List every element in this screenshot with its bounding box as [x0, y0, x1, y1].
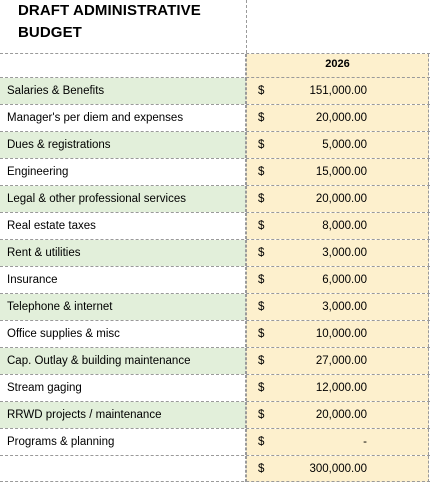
table-row	[0, 320, 430, 347]
table-row	[0, 239, 430, 266]
row-amount: 15,000.00	[315, 166, 367, 178]
currency-symbol: $	[258, 112, 265, 124]
table-row	[0, 401, 430, 428]
row-amount: 20,000.00	[315, 409, 367, 421]
row-label[interactable]: Dues & registrations	[0, 132, 246, 158]
row-label[interactable]: Legal & other professional services	[0, 186, 246, 212]
row-label[interactable]: Stream gaging	[0, 375, 246, 401]
table-row	[0, 77, 430, 104]
table-row	[0, 104, 430, 131]
currency-symbol: $	[258, 436, 265, 448]
table-row	[0, 131, 430, 158]
table-bottom-border	[0, 481, 430, 482]
year-header: 2026	[325, 58, 350, 70]
currency-symbol: $	[258, 193, 265, 205]
row-label[interactable]: RRWD projects / maintenance	[0, 402, 246, 428]
header-row	[0, 53, 430, 80]
row-amount: 3,000.00	[322, 247, 367, 259]
currency-symbol: $	[258, 247, 265, 259]
row-label[interactable]: Rent & utilities	[0, 240, 246, 266]
row-amount: 8,000.00	[322, 220, 367, 232]
title-line-2: BUDGET	[18, 24, 82, 41]
total-row	[0, 455, 430, 482]
title-divider	[246, 0, 247, 53]
table-row	[0, 428, 430, 455]
row-amount: 3,000.00	[322, 301, 367, 313]
currency-symbol: $	[258, 409, 265, 421]
table-row	[0, 212, 430, 239]
total-currency-symbol: $	[258, 463, 265, 475]
currency-symbol: $	[258, 301, 265, 313]
table-row	[0, 293, 430, 320]
row-amount: 27,000.00	[315, 355, 367, 367]
row-label[interactable]: Engineering	[0, 159, 246, 185]
table-row	[0, 374, 430, 401]
table-row	[0, 185, 430, 212]
budget-title	[18, 0, 228, 44]
row-label[interactable]: Insurance	[0, 267, 246, 293]
currency-symbol: $	[258, 139, 265, 151]
row-amount: 10,000.00	[315, 328, 367, 340]
title-line-1: DRAFT ADMINISTRATIVE	[18, 2, 201, 19]
row-label[interactable]: Real estate taxes	[0, 213, 246, 239]
row-label[interactable]: Telephone & internet	[0, 294, 246, 320]
table-row	[0, 347, 430, 374]
table-row	[0, 158, 430, 185]
row-amount: 20,000.00	[315, 193, 367, 205]
currency-symbol: $	[258, 85, 265, 97]
row-amount: 151,000.00	[309, 85, 367, 97]
currency-symbol: $	[258, 166, 265, 178]
row-label[interactable]: Manager's per diem and expenses	[0, 105, 246, 131]
row-label[interactable]: Salaries & Benefits	[0, 78, 246, 104]
table-row	[0, 266, 430, 293]
row-amount: 12,000.00	[315, 382, 367, 394]
row-label[interactable]: Cap. Outlay & building maintenance	[0, 348, 246, 374]
currency-symbol: $	[258, 328, 265, 340]
currency-symbol: $	[258, 220, 265, 232]
total-label[interactable]	[0, 456, 246, 482]
row-amount: 6,000.00	[322, 274, 367, 286]
currency-symbol: $	[258, 355, 265, 367]
total-amount: 300,000.00	[309, 463, 367, 475]
currency-symbol: $	[258, 274, 265, 286]
row-label[interactable]: Programs & planning	[0, 429, 246, 455]
currency-symbol: $	[258, 382, 265, 394]
row-amount: 20,000.00	[315, 112, 367, 124]
row-amount: 5,000.00	[322, 139, 367, 151]
row-amount: -	[363, 436, 367, 448]
row-label[interactable]: Office supplies & misc	[0, 321, 246, 347]
